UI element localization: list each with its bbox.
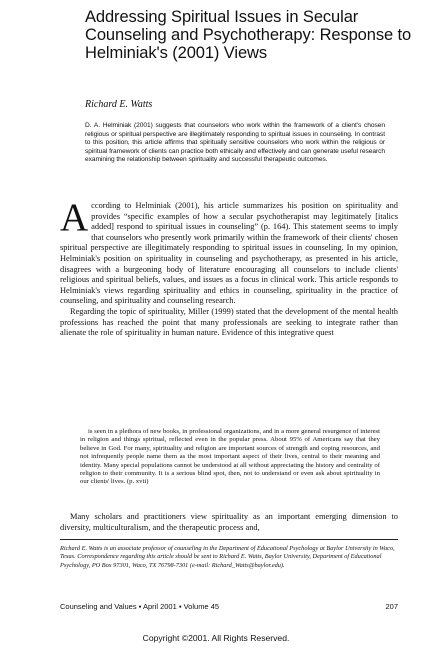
article-body-continued <box>60 512 398 533</box>
block-quote-text: is seen in a plethora of new books, in professional organizations, and in a more general resurgence of interest in religion and things spiritual, reflected even in the popular press. About 95% of Americans say that they believe in God. For many, spirituality and religion are important sources of strength and coping resources, and not infrequently people name them as the most important aspect of their lives, central to their meaning and identity. Many special populations cannot be understood at all without appreciating the history and centrality of religion to their community. It is a serious blind spot, then, not to understand or even ask about spirituality in our clients' lives. (p. xvii) <box>80 428 380 486</box>
paragraph-1 <box>60 196 398 307</box>
copyright-notice: Copyright ©2001. All Rights Reserved. <box>142 633 290 643</box>
paragraph-2: Regarding the topic of spirituality, Miller (1999) stated that the development of the mental health professions has reached the point that many professionals are seeking to integrate rather than alienate the role of spirituality in human nature. Evidence of this integrative quest <box>60 306 398 338</box>
block-quote <box>80 428 380 487</box>
article-title: Addressing Spiritual Issues in Secular Counseling and Psychotherapy: Response to Helminiak's (2001) Views <box>85 8 412 62</box>
article-body <box>60 196 398 339</box>
paragraph-1-text: ccording to Helminiak (2001), his article summarizes his position on spirituality and provides “specific examples of how a secular psychotherapist may legitimately [italics added] respond to spiritual issues in counseling” (p. 164). This statement seems to imply that counselors who presently work primarily within the framework of their clients' chosen spiritual perspective are illegitimately responding to spiritual issues in counseling. In my opinion, Helminiak's position on spirituality in counseling and psychotherapy, as presented in his article, disagrees with a burgeoning body of literature encouraging all counselors to include clients' religious and spiritual beliefs, values, and issues as a focus in clinical work. This article responds to Helminiak's views regarding spirituality and ethics in counseling, spirituality in the practice of counseling, and spirituality and counseling research. <box>60 201 398 306</box>
author-footnote: Richard E. Watts is an associate professor of counseling in the Department of Educational Psychology at Baylor University in Waco, Texas. Correspondence regarding this article should be sent to Richard E. Watts, Baylor University, Department of Educational Psychology, PO Box 97301, Waco, TX 76798-7301 (e-mail: Richard_Watts@baylor.edu). <box>60 545 395 569</box>
page-number: 207 <box>385 602 398 611</box>
author-name: Richard E. Watts <box>85 99 153 110</box>
page-footer <box>60 602 398 611</box>
footnote-divider <box>60 539 398 540</box>
drop-cap: A <box>60 196 89 239</box>
journal-info: Counseling and Values ▪ April 2001 ▪ Volume 45 <box>60 602 220 611</box>
paragraph-3: Many scholars and practitioners view spirituality as an important emerging dimension to diversity, multiculturalism, and the therapeutic process and, <box>60 512 398 532</box>
abstract: D. A. Helminiak (2001) suggests that counselors who work within the framework of a client's chosen religious or spiritual perspective are illegitimately responding to spiritual issues in counseling. In contrast to this position, this article affirms that spiritually sensitive counselors who work within the religious or spiritual framework of clients can practice both ethically and effectively and can generate useful research examining the relationship between spirituality and successful therapeutic outcomes. <box>85 122 385 164</box>
